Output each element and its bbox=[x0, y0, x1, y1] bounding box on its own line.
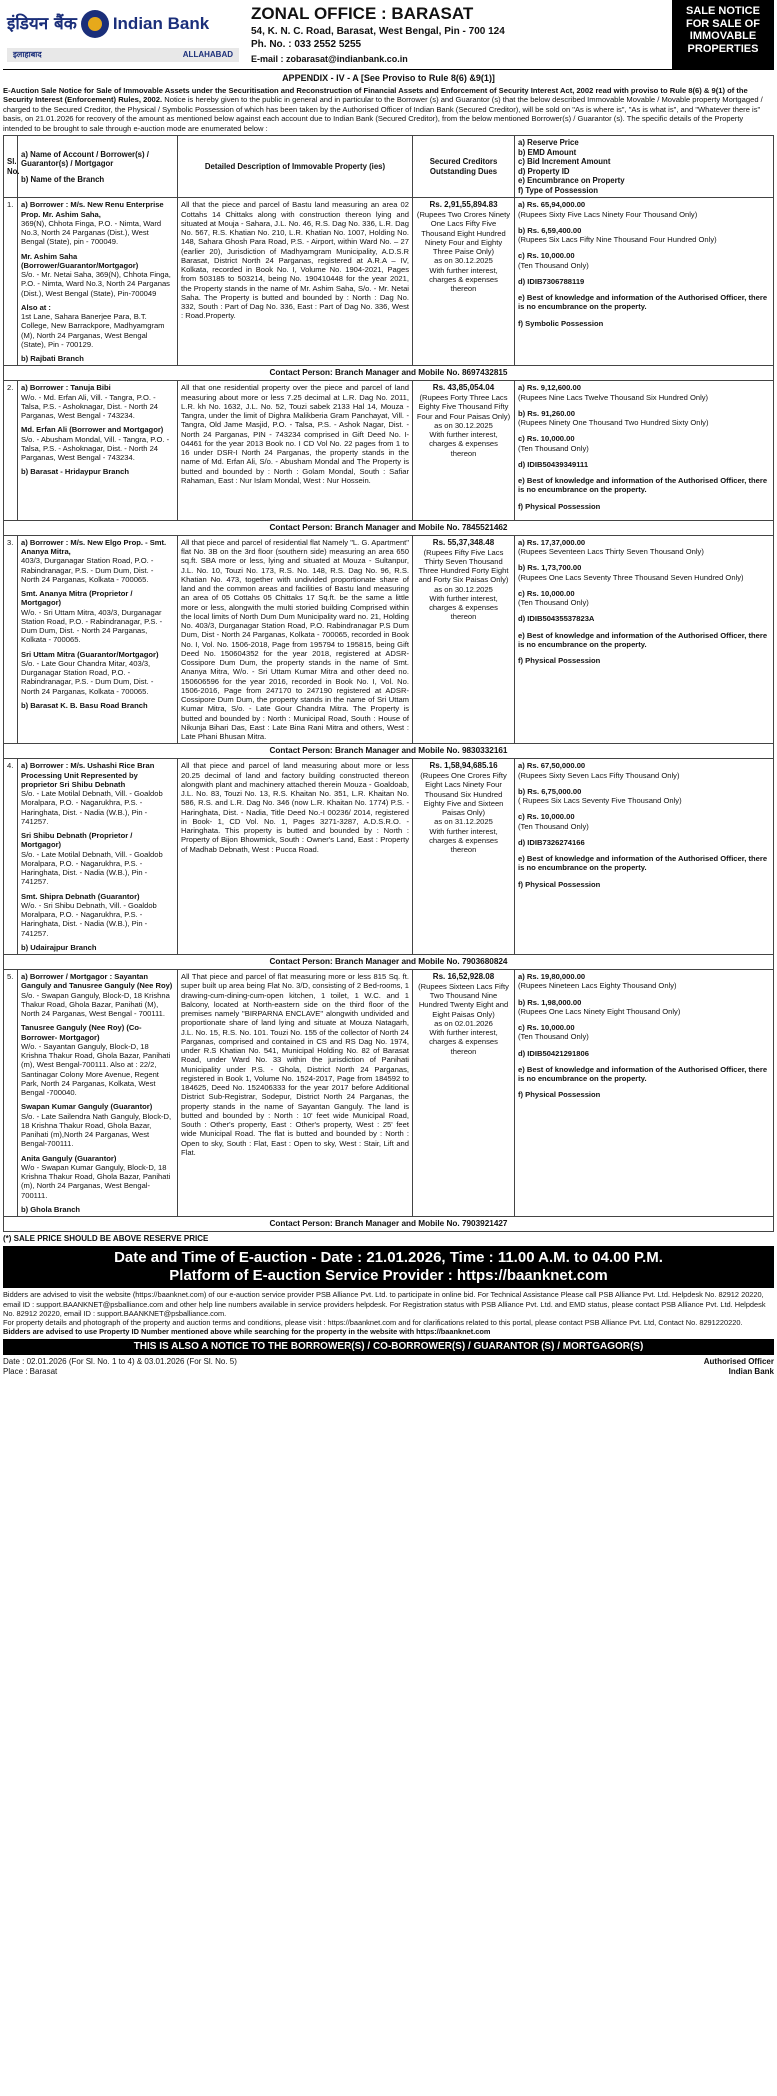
emd-words: (Rupees Ninety One Thousand Two Hundred Sixty Only) bbox=[518, 418, 709, 428]
bank-emblem-icon bbox=[81, 10, 109, 38]
row-branch: b) Barasat K. B. Basu Road Branch bbox=[21, 700, 148, 710]
row-dues bbox=[413, 198, 515, 366]
dues-note: With further interest, charges & expenses thereon bbox=[429, 265, 498, 294]
contact-row bbox=[4, 366, 774, 381]
party-entry bbox=[21, 425, 174, 462]
table-row bbox=[4, 381, 774, 521]
party-entry bbox=[21, 252, 174, 298]
dues-note: With further interest, charges & expenses thereon bbox=[429, 826, 498, 855]
col-reserve-e: e) Encumbrance on Property bbox=[518, 176, 625, 186]
table-row bbox=[4, 970, 774, 1217]
dues-words: (Rupees Sixteen Lacs Fifty Two Thousand Nine Hundred Twenty Eight and Eight Paisas Only) bbox=[418, 981, 509, 1019]
note-item: Bidders are advised to use Property ID Number mentioned above while searching for the property in the website with https://baanknet.com bbox=[3, 1327, 491, 1337]
bid-increment: Rs. 10,000.00 bbox=[526, 588, 575, 598]
col-reserve-d: d) Property ID bbox=[518, 166, 570, 176]
encumbrance: Best of knowledge and information of the Authorised Officer, there is no encumbrance on the property. bbox=[518, 293, 768, 312]
party-name: Tanusree Ganguly (Nee Roy) (Co-Borrower- Mortgagor) bbox=[21, 1023, 142, 1042]
bid-increment: Rs. 10,000.00 bbox=[526, 812, 575, 822]
col-reserve bbox=[515, 136, 774, 198]
col-description: Detailed Description of Immovable Property (ies) bbox=[178, 136, 413, 198]
row-description: All that one residential property over the piece and parcel of land measuring about more or less 7.25 decimal at L.R. Dag No. 2011, L.R. kh No. 1632, J.L. No. 52, Touzi sabek 2133 Hal 14, Mouza - Tangra, under the limit of Dighra Malikberia Gram Panchayat, Vill. - Tangra, Old Jame Masjid, P.O. - Talsa, P.S. - Ashok Nagar, Dist. - North 24 Parganas, PIN - 743234 comprised in Gift Deed No. I-04461 for the year 2013 Book no. I CD Vol No. 22 pages from 1 to 16 under DSR-I North 24 Parganas, the property stands in the name of Md. Erfan Ali, S/o. - Abusham Mondal and The Property is butted and bounded by : North : Golam Mondal, South : Safiar Rahaman, East : Nur Islam Mondal, West : Nur Hossein. bbox=[178, 381, 413, 521]
auction-info-bar bbox=[3, 1246, 774, 1289]
col-reserve-f: f) Type of Possession bbox=[518, 185, 599, 195]
footer-bank: Indian Bank bbox=[728, 1366, 774, 1376]
logo-hindi-text: इंडियन बैंक bbox=[7, 13, 77, 34]
bid-words: (Ten Thousand Only) bbox=[518, 443, 589, 453]
party-address: W/o. - Sri Shibu Debnath, Vill. - Goaldob Moralpara, P.O. - Nagarukhra, P.S. - Haringhata, Dist. - Nadia (W.B.), Pin - 741257. bbox=[21, 900, 157, 938]
row-reserve-details: a) Rs. 65,94,000.00 (Rupees Sixty Five Lacs Ninety Four Thousand Only) b) Rs. 6,59,400.00 (Rupees Six Lacs Fifty Nine Thousand Four Hundred Only) c) Rs. 10,000.00 (Ten Thousand Only) d) IDIB7306788119 e) Best of knowledge and information of the Authorised Officer, there is no encumbrance on the property. f) Symbolic Possession bbox=[515, 198, 774, 366]
party-entry bbox=[21, 1154, 174, 1200]
party-address: S/o. - Late Motilal Debnath, Vill. - Goaldob Moralpara, P.O. - Nagarukhra, P.S. - Haringhata, Dist. - Nadia (W.B.), Pin - 741257. bbox=[21, 849, 163, 887]
reserve-words: (Rupees Sixty Five Lacs Ninety Four Thousand Only) bbox=[518, 209, 698, 219]
notice-header bbox=[3, 0, 774, 70]
row-branch: b) Ghola Branch bbox=[21, 1204, 81, 1214]
party-role: a) Borrower : bbox=[21, 537, 69, 547]
intro-text: Notice is hereby given to the public in general and in particular to the Borrower (s) and Guarantor (s) that the below described Immovable Movable / Movable property Mortgaged / charged to the Secured Creditor, the Physical / Symbolic Possession of which has been taken by the Authorised Officer of Indian Bank (Secured Creditor), will be sold on "As is where is", "As is what is", and "Whatever there is" basis, on 21.01.2026 for recovery of the amount as mentioned below against each account due to Indian Bank (Secured Creditor), from the below mentioned Borrower(s) / Guarantor (s). The specific details of the Property intended to be brought to sale through e-auction mode are enumerated below : bbox=[3, 95, 763, 133]
row-dues bbox=[413, 381, 515, 521]
party-role: Also at : bbox=[21, 302, 51, 312]
logo-sub-hindi: इलाहाबाद bbox=[13, 50, 42, 59]
emd-amount: Rs. 91,260.00 bbox=[527, 408, 575, 418]
party-name: M/s. New Renu Enterprise Prop. Mr. Ashim Saha, bbox=[21, 200, 164, 219]
office-details bbox=[243, 0, 672, 69]
emd-amount: Rs. 1,98,000.00 bbox=[527, 997, 582, 1007]
dues-note: With further interest, charges & expenses thereon bbox=[429, 1028, 498, 1056]
reserve-price: Rs. 9,12,600.00 bbox=[526, 383, 581, 393]
reserve-price: Rs. 67,50,000.00 bbox=[526, 761, 586, 771]
row-description: All that piece and parcel of land measuring about more or less 20.25 decimal of land and factory building constructed thereon alongwith plant and machinery attached therein Mouza - Goaldoab, J.L. No. 83, Touzi No. 13, R.S. Khaitan No. 351, L.R. Khaitan No. 586, R.S. and L.R. Dag No. 346 (now L.R. Khaitan No. 1774) P.S. - Haringhata, Dist. - Nadia, Title Deed No.-I 00236/ 2014, registered in Book- 1, CD Vol. No. 1, Pages 3271-3287, A.D.S.R.O. - Haringhata. This property is butted and bounded by : North : Property of Bijon Bhowmick, South : Owner's Land, East : Property of Madhab Debnath, West : Pucca Road. bbox=[178, 759, 413, 955]
bid-words: (Ten Thousand Only) bbox=[518, 598, 589, 608]
contact-row bbox=[4, 744, 774, 759]
row-sl: 2. bbox=[4, 381, 18, 521]
row-borrowers bbox=[18, 535, 178, 744]
possession-type: Physical Possession bbox=[525, 879, 601, 889]
dues-date: as on 02.01.2026 bbox=[434, 1018, 493, 1028]
auction-platform: Platform of E-auction Service Provider : https://baanknet.com bbox=[169, 1267, 608, 1285]
intro-paragraph bbox=[3, 86, 774, 133]
office-title: ZONAL OFFICE : BARASAT bbox=[251, 4, 474, 23]
row-dues bbox=[413, 970, 515, 1217]
row-description: All That piece and parcel of flat measuring more or less 815 Sq. ft. super built up area being Flat No. 3/D, consisting of 2 Bed-rooms, 1 drawing-cum-dining-cum-open kitchen, 1 toilet, 1 W.C. and 1 Balcony, located at North-eastern side on the third floor of the premises namely "BIRPARNA ENCLAVE" alongwith undivided and proportionate share of land lying and situate at Mouza Natagarh, J.L. No. 15, R.S. No. 101. Touzi No. 155 of the collector of North 24 Parganas, comprised and contained in CS and RS Dag No. 1974, under R.S Khatian No. 541, Municipal Holding No. 82 of Barasat Road, under Ward No. 33 within the jurisdiction of Panihati Municipality under P.S. - Ghola, District North 24 Parganas, registered in Book 1, Volume No. 1524-2017, Page from 184592 to 184625, Deed No. 152406333 for the year 2017 before Additional District Sub-Registrar, Sodepur, District North 24 Parganas, the property stands in the name of Sayantan Ganguly. The land is butted and bounded by : North : 10' feet wide Municipal Road, South : Other's property, East : Other's property, West : 25' feet wide Municipal Road. The flat is butted and bounded by : North : Open to sky, South : Flat, East : Open to sky, West : Stair, Lift and Flat. bbox=[178, 970, 413, 1217]
table-row bbox=[4, 198, 774, 366]
party-address: S/o. - Late Gour Chandra Mitar, 403/3, Durganagar Station Road, P.O. - Rabindranagar, P.S. - Dum Dum, Dist. - North 24 Parganas, Kolkata - 700065. bbox=[21, 658, 154, 696]
party-name: Md. Erfan Ali (Borrower and Mortgagor) bbox=[21, 425, 164, 435]
table-body bbox=[4, 198, 774, 1232]
contact-row bbox=[4, 520, 774, 535]
properties-table bbox=[3, 135, 774, 1232]
party-name: Sri Uttam Mitra (Guarantor/Mortgagor) bbox=[21, 649, 159, 659]
party-name: Swapan Kumar Ganguly (Guarantor) bbox=[21, 1102, 153, 1112]
col-reserve-b: b) EMD Amount bbox=[518, 147, 577, 157]
party-entry bbox=[21, 538, 174, 584]
col-reserve-a: a) Reserve Price bbox=[518, 138, 579, 148]
dues-amount: Rs. 1,58,94,685.16 bbox=[429, 761, 498, 771]
reserve-words: (Rupees Sixty Seven Lacs Fifty Thousand Only) bbox=[518, 770, 680, 780]
bank-logo bbox=[3, 0, 243, 69]
party-address: S/o. - Mr. Netai Saha, 369(N), Chhota Finga, P.O. - Nimta, Ward No.3, North 24 Parganas (Dist.), West Bengal (State), Pin-700049 bbox=[21, 270, 171, 298]
col-sl: Sl. No. bbox=[4, 136, 18, 198]
row-dues bbox=[413, 759, 515, 955]
possession-type: Symbolic Possession bbox=[525, 318, 604, 328]
party-entry bbox=[21, 589, 174, 645]
appendix-heading: APPENDIX - IV - A [See Proviso to Rule 8(6) &9(1)] bbox=[282, 73, 495, 83]
party-name: M/s. Ushashi Rice Bran Processing Unit Represented by proprietor Sri Shibu Debnath bbox=[21, 761, 155, 789]
dues-note: With further interest, charges & expenses thereon bbox=[429, 430, 498, 458]
bid-increment: Rs. 10,000.00 bbox=[526, 251, 575, 261]
party-entry bbox=[21, 892, 174, 938]
row-sl: 5. bbox=[4, 970, 18, 1217]
dues-words: (Rupees Forty Three Lacs Eighty Five Thousand Fifty Four and Four Paisas Only) bbox=[416, 393, 511, 421]
party-name: Smt. Ananya Mitra (Proprietor / Mortgagor) bbox=[21, 589, 133, 608]
party-address: S/o. - Late Motilal Debnath, Vill. - Goaldob Moralpara, P.O. - Nagarukhra, P.S. - Haringhata, Dist. - Nadia (W.B.), Pin - 741257. bbox=[21, 789, 163, 826]
table-row bbox=[4, 535, 774, 744]
office-phone: Ph. No. : 033 2552 5255 bbox=[251, 38, 362, 50]
party-entry bbox=[21, 1023, 174, 1097]
emd-amount: Rs. 6,59,400.00 bbox=[527, 225, 582, 235]
party-name: Sri Shibu Debnath (Proprietor / Mortgagor) bbox=[21, 831, 133, 850]
dues-date: as on 31.12.2025 bbox=[434, 817, 493, 827]
party-entry bbox=[21, 972, 174, 1018]
party-entry bbox=[21, 200, 174, 246]
row-sl: 4. bbox=[4, 759, 18, 955]
dues-amount: Rs. 16,52,928.08 bbox=[432, 972, 495, 982]
property-id: IDIB50435537823A bbox=[527, 614, 595, 624]
footer-officer: Authorised Officer bbox=[703, 1356, 774, 1366]
contact-person: Contact Person: Branch Manager and Mobile No. 9830332161 bbox=[4, 744, 774, 759]
bidder-notes bbox=[3, 1290, 774, 1336]
row-sl: 1. bbox=[4, 198, 18, 366]
party-address: W/o. - Sri Uttam Mitra, 403/3, Durganagar Station Road, P.O. - Rabindranagar, P.S. - Dum Dum, Dist. - North 24 Parganas, Kolkata - 700065. bbox=[21, 607, 163, 645]
row-reserve-details: a) Rs. 17,37,000.00 (Rupees Seventeen Lacs Thirty Seven Thousand Only) b) Rs. 1,73,700.00 (Rupees One Lacs Seventy Three Thousand Seven Hundred Only) c) Rs. 10,000.00 (Ten Thousand Only) d) IDIB50435537823A e) Best of knowledge and information of the Authorised Officer, there is no encumbrance on the property. f) Physical Possession bbox=[515, 535, 774, 744]
dues-date: as on 30.12.2025 bbox=[434, 420, 493, 430]
col-dues: Secured Creditors Outstanding Dues bbox=[413, 136, 515, 198]
dues-words: (Rupees One Crores Fifty Eight Lacs Ninety Four Thousand Six Hundred Eighty Five and Sixteen Paisas Only) bbox=[420, 771, 507, 818]
party-role: a) Borrower : bbox=[21, 383, 69, 393]
property-id: IDIB7306788119 bbox=[527, 276, 585, 286]
party-name: Mr. Ashim Saha (Borrower/Guarantor/Mortgagor) bbox=[21, 251, 139, 270]
property-id: IDIB50439349111 bbox=[527, 459, 589, 469]
row-reserve-details: a) Rs. 67,50,000.00 (Rupees Sixty Seven Lacs Fifty Thousand Only) b) Rs. 6,75,000.00 ( Rupees Six Lacs Seventy Five Thousand Only) c) Rs. 10,000.00 (Ten Thousand Only) d) IDIB7326274166 e) Best of knowledge and information of the Authorised Officer, there is no encumbrance on the property. f) Physical Possession bbox=[515, 759, 774, 955]
emd-words: ( Rupees Six Lacs Seventy Five Thousand Only) bbox=[518, 796, 682, 806]
party-address: S/o. - Swapan Ganguly, Block-D, 18 Krishna Thakur Road, Ghola Bazar, Panihati (M), North 24 Parganas, West Bengal - 700111. bbox=[21, 990, 170, 1019]
possession-type: Physical Possession bbox=[525, 656, 601, 666]
reserve-price: Rs. 19,80,000.00 bbox=[526, 972, 586, 982]
possession-type: Physical Possession bbox=[525, 501, 601, 511]
property-id: IDIB50421291806 bbox=[527, 1048, 589, 1058]
reserve-words: (Rupees Nineteen Lacs Eighty Thousand Only) bbox=[518, 981, 677, 991]
emd-amount: Rs. 1,73,700.00 bbox=[527, 563, 582, 573]
row-sl: 3. bbox=[4, 535, 18, 744]
party-address: S/o. - Abusham Mondal, Vill. - Tangra, P.O. - Talsa, P.S. - Ashoknagar, Dist. - North 24 Parganas, West Bengal - 743234. bbox=[21, 434, 170, 463]
emd-words: (Rupees One Lacs Ninety Eight Thousand Only) bbox=[518, 1006, 681, 1016]
dues-note: With further interest, charges & expenses thereon bbox=[429, 593, 498, 622]
intro-bold: E-Auction Sale Notice for Sale of Immovable Assets under the Securitisation and Reconstruction of Financial Assets and Enforcement of Security Interest Act, 2002 read with proviso to Rule 8(6) & 9(1) of the Security Interest (Enforcement) Rules, 2002. bbox=[3, 85, 748, 105]
party-role: a) Borrower / Mortgagor : bbox=[21, 972, 113, 982]
party-address: W/o. - Md. Erfan Ali, Vill. - Tangra, P.O. - Talsa, P.S. - Ashoknagar, Dist. - North 24 Parganas, West Bengal - 743234. bbox=[21, 392, 159, 421]
contact-row bbox=[4, 1217, 774, 1232]
notice-footer bbox=[3, 1357, 774, 1377]
col-borrower-label: a) Name of Account / Borrower(s) / Guarantor(s) / Mortgagor bbox=[21, 149, 149, 169]
dues-words: (Rupees Two Crores Ninety One Lacs Fifty Five Thousand Eight Hundred Ninety Four and Eighty Three Paise Only) bbox=[416, 210, 511, 257]
party-entry bbox=[21, 761, 174, 826]
party-address: W/o. - Sayantan Ganguly, Block-D, 18 Krishna Thakur Road, Ghola Bazar, Panihati (m), West Bengal-700111. Also at : 22/2, Santinagar Colony More Avenue, Regent Park, North 24 Parganas, Kolkata, West Bengal -700040. bbox=[21, 1041, 171, 1098]
contact-person: Contact Person: Branch Manager and Mobile No. 7903680824 bbox=[4, 955, 774, 970]
footer-place: Place : Barasat bbox=[3, 1366, 58, 1376]
dues-amount: Rs. 2,91,55,894.83 bbox=[429, 200, 498, 210]
party-entry bbox=[21, 303, 174, 349]
bid-words: (Ten Thousand Only) bbox=[518, 1032, 589, 1042]
party-entry bbox=[21, 383, 174, 420]
encumbrance: Best of knowledge and information of the Authorised Officer, there is no encumbrance on the property. bbox=[518, 1064, 768, 1084]
reserve-words: (Rupees Nine Lacs Twelve Thousand Six Hundred Only) bbox=[518, 392, 709, 402]
party-name: Smt. Shipra Debnath (Guarantor) bbox=[21, 891, 140, 901]
emd-words: (Rupees One Lacs Seventy Three Thousand Seven Hundred Only) bbox=[518, 572, 744, 582]
party-name: Anita Ganguly (Guarantor) bbox=[21, 1153, 117, 1163]
party-role: a) Borrower : bbox=[21, 200, 69, 210]
table-header-row bbox=[4, 136, 774, 198]
row-reserve-details: a) Rs. 9,12,600.00 (Rupees Nine Lacs Twelve Thousand Six Hundred Only) b) Rs. 91,260.00 (Rupees Ninety One Thousand Two Hundred Sixty Only) c) Rs. 10,000.00 (Ten Thousand Only) d) IDIB50439349111 e) Best of knowledge and information of the Authorised Officer, there is no encumbrance on the property. f) Physical Possession bbox=[515, 381, 774, 521]
dues-words: (Rupees Fifty Five Lacs Thirty Seven Thousand Three Hundred Forty Eight and Forty Six Paisas Only) bbox=[418, 547, 509, 585]
reserve-price: Rs. 65,94,000.00 bbox=[526, 200, 586, 210]
logo-english-text: Indian Bank bbox=[112, 13, 210, 33]
footer-date: Date : 02.01.2026 (For Sl. No. 1 to 4) & 03.01.2026 (For Sl. No. 5) bbox=[3, 1356, 237, 1366]
reserve-price: Rs. 17,37,000.00 bbox=[526, 537, 586, 547]
bid-words: (Ten Thousand Only) bbox=[518, 821, 589, 831]
contact-person: Contact Person: Branch Manager and Mobile No. 7845521462 bbox=[4, 520, 774, 535]
party-entry bbox=[21, 831, 174, 887]
row-branch: b) Barasat - Hridaypur Branch bbox=[21, 467, 130, 477]
row-borrowers bbox=[18, 970, 178, 1217]
encumbrance: Best of knowledge and information of the Authorised Officer, there is no encumbrance on the property. bbox=[518, 630, 768, 649]
row-borrowers bbox=[18, 759, 178, 955]
party-address: 1st Lane, Sahara Banerjee Para, B.T. College, New Barrackpore, Madhyamgram (M), North 24 Parganas, West Bengal (State), Pin - 700129. bbox=[21, 312, 165, 349]
contact-row bbox=[4, 955, 774, 970]
table-row bbox=[4, 759, 774, 955]
emd-amount: Rs. 6,75,000.00 bbox=[527, 786, 582, 796]
row-borrowers bbox=[18, 381, 178, 521]
party-name: M/s. New Elgo Prop. - Smt. Ananya Mitra, bbox=[21, 537, 167, 557]
row-dues bbox=[413, 535, 515, 744]
sale-price-footnote: (*) SALE PRICE SHOULD BE ABOVE RESERVE PRICE bbox=[3, 1234, 209, 1244]
dues-amount: Rs. 43,85,054.04 bbox=[432, 383, 495, 393]
col-branch-label: b) Name of the Branch bbox=[21, 174, 105, 184]
dues-date: as on 30.12.2025 bbox=[434, 584, 493, 594]
encumbrance: Best of knowledge and information of the Authorised Officer, there is no encumbrance on the property. bbox=[518, 476, 768, 495]
row-branch: b) Udairajpur Branch bbox=[21, 942, 97, 952]
reserve-words: (Rupees Seventeen Lacs Thirty Seven Thousand Only) bbox=[518, 547, 704, 557]
contact-person: Contact Person: Branch Manager and Mobile No. 7903921427 bbox=[4, 1217, 774, 1232]
dues-date: as on 30.12.2025 bbox=[434, 256, 493, 266]
office-email: E-mail : zobarasat@indianbank.co.in bbox=[251, 54, 408, 65]
row-borrowers bbox=[18, 198, 178, 366]
possession-type: Physical Possession bbox=[525, 1090, 601, 1100]
property-id: IDIB7326274166 bbox=[527, 837, 585, 847]
party-name: Sayantan Ganguly and Tanusree Ganguly (Nee Roy) bbox=[21, 972, 173, 991]
bid-words: (Ten Thousand Only) bbox=[518, 260, 589, 270]
office-address: 54, K. N. C. Road, Barasat, West Bengal, Pin - 700 124 bbox=[251, 25, 505, 37]
row-description: All that the piece and parcel of Bastu land measuring an area 02 Cottahs 14 Chittaks along with construction thereon lying and situated at Mouja - Sahara, J.L. No. 46, R.S. Dag No. 336, L.R. Dag No. 567, R.S. Khatian No. 210, L.R. Khatian No. 1007, Holding No. 148, Sahara Ghosh Para Road, P.S. - Airport, within Ward No. – 27 (earlier 20), Jurisdiction of Madhyamgram Municipality, A.D.S.R Barasat, District North 24 Parganas, registered at A.R.A – IV, Kolkata, recorded in Book No. I, Volume No. 1904-2021, Pages from 503185 to 503214, being No. 190410448 for the year 2021, the Property stands in the name of Mr. Ashim Saha, S/o. - Mr. Netai Saha. The Property is butted and bounded by : North : Dag No. 332, South : Part of Dag No. 336, East : Part of Dag No. 336, West : Road.Property. bbox=[178, 198, 413, 366]
note-item: For property details and photograph of the property and auction terms and conditions, please visit : https://baanknet.com and for clarifications related to this portal, please contact PSB Alliance Pvt. Ltd, Contact No. 8291220220. bbox=[3, 1318, 743, 1328]
auction-date-time: Date and Time of E-auction - Date : 21.01.2026, Time : 11.00 A.M. to 04.00 P.M. bbox=[114, 1248, 663, 1266]
party-address: W/o - Swapan Kumar Ganguly, Block-D, 18 Krishna Thakur Road, Ghola Bazar, Panihati (m), North 24 Parganas, West Bengal-700111. bbox=[21, 1162, 171, 1200]
bid-increment: Rs. 10,000.00 bbox=[526, 434, 575, 444]
col-reserve-c: c) Bid Increment Amount bbox=[518, 157, 611, 167]
dues-amount: Rs. 55,37,348.48 bbox=[432, 537, 495, 547]
party-entry bbox=[21, 1102, 174, 1148]
notice-title-box: SALE NOTICE FOR SALE OF IMMOVABLE PROPERTIES bbox=[672, 0, 774, 69]
logo-sub-english: ALLAHABAD bbox=[182, 50, 233, 59]
party-role: a) Borrower : bbox=[21, 761, 69, 771]
row-reserve-details: a) Rs. 19,80,000.00 (Rupees Nineteen Lacs Eighty Thousand Only) b) Rs. 1,98,000.00 (Rupees One Lacs Ninety Eight Thousand Only) c) Rs. 10,000.00 (Ten Thousand Only) d) IDIB50421291806 e) Best of knowledge and information of the Authorised Officer, there is no encumbrance on the property. f) Physical Possession bbox=[515, 970, 774, 1217]
emd-words: (Rupees Six Lacs Fifty Nine Thousand Four Hundred Only) bbox=[518, 235, 717, 245]
encumbrance: Best of knowledge and information of the Authorised Officer, there is no encumbrance on the property. bbox=[518, 854, 768, 873]
row-branch: b) Rajbati Branch bbox=[21, 354, 84, 364]
party-address: 403/3, Durganagar Station Road, P.O. - Rabindranagar, P.S. - Dum Dum, Dist. - North 24 Parganas, Kolkata - 700065. bbox=[21, 556, 154, 584]
party-address: 369(N), Chhota Finga, P.O. - Nimta, Ward No.3, North 24 Parganas (Dist.), West Bengal (State), pin - 700049. bbox=[21, 218, 162, 247]
borrower-notice-bar: THIS IS ALSO A NOTICE TO THE BORROWER(S) / CO-BORROWER(S) / GUARANTOR (S) / MORTGAGOR(S) bbox=[3, 1339, 774, 1355]
note-item: Bidders are advised to visit the website (https://baanknet.com) of our e-auction service provider PSB Alliance Pvt. Ltd. to participate in online bid. For Technical Assistance Please call PSB Alliance Pvt. Ltd. Helpdesk No. 82912 20220, email ID : support.BAANKNET@psballiance.com and other help line numbers available in service providers helpdesk. For Registration status with PSB Alliance Pvt. Ltd. and EMD status, please contact PSB Alliance Pvt. Ltd. Helpdesk No. 82912 20220, email ID : support.BAANKNET@psballiance.com. bbox=[3, 1290, 766, 1318]
party-entry bbox=[21, 650, 174, 696]
party-address: S/o. - Late Sailendra Nath Ganguly, Block-D, 18 Krishna Thakur Road, Ghola Bazar, Panihati (m),North 24 Parganas, West Bengal-700111. bbox=[21, 1111, 172, 1149]
col-borrower bbox=[18, 136, 178, 198]
bid-increment: Rs. 10,000.00 bbox=[526, 1023, 575, 1033]
contact-person: Contact Person: Branch Manager and Mobile No. 8697432815 bbox=[4, 366, 774, 381]
row-description: All that piece and parcel of residential flat Namely "L. G. Apartment" flat No. 3B on the 3rd floor (southern side) measuring an area 650 sq.ft. SBA more or less, lying and situated at Mouza - Sultanpur, J.L. No. 10, Touzi No. 173, R.S. No. 148, R.S. Dag No. 96, R.S. Khatian No. 473, together with undivided proportionate share of land and the common areas and facilities of Bastu land measuring an area of 05 Cottahs 05 Chittaks 17 Sq.ft. be the same a little more or less, alongwith the multi storied building Comprised within the local limits of North Dum Dum Municipality ward no. 21, Holding No. 403/3, Durganagar Station Road, P.O. Rabindranagar P.S Dum Dum, Dist - North 24 Parganas, Kolkata - 700065, recorded in Book No. I, Vol. No. 1506-2018, Page from 195794 to 195815, being Gift Deed No. 150604352 for the year 2018, registered at ADSR-Cossipore Dum Dum, the property stands in the name of Smt. Ananya Mitra, W/o. - Sri Uttam Kumar Mitra and other deed no. 150606596 for the year 2016, recorded in Book No. I, Vol. No. 1506-2016, Page from 247170 to 247190 registered at ADSR-Cossipore Dum Dum, the property stands in the name of Sri Uttam Kumar Mitra, S/o. - Late Gour Chandra Mitra. The Property is butted and bounded by : North : Municipal Road, South : House of Nikunja Bihari Das, East : Late Bina Rani Mitra and others, West : Late Phani Bhusan Mitra. bbox=[178, 535, 413, 744]
party-name: Tanuja Bibi bbox=[70, 383, 111, 393]
